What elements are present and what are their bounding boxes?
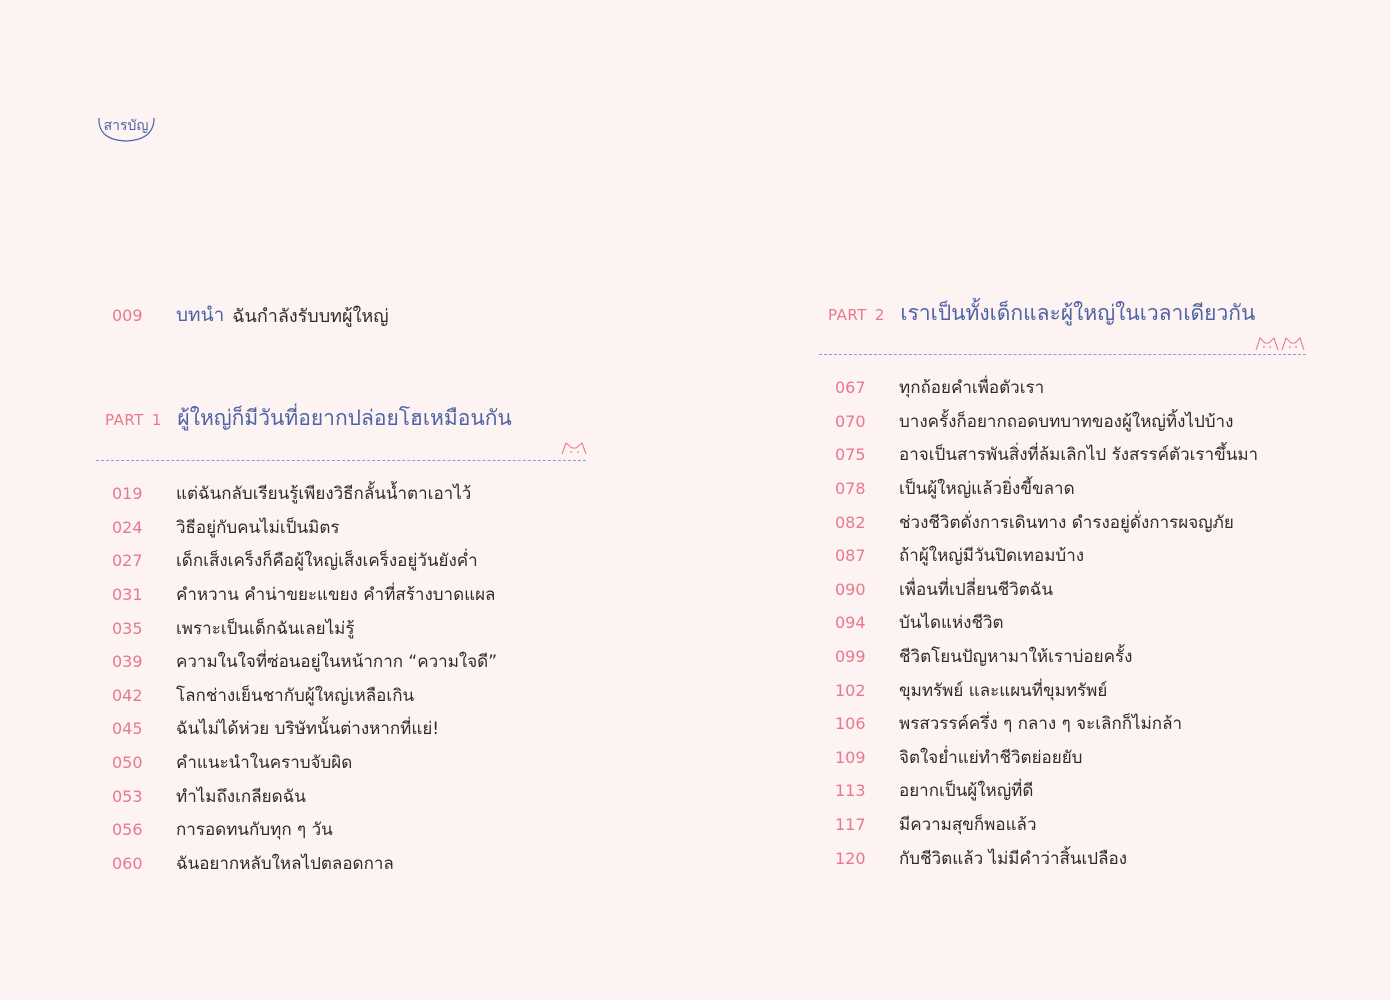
page-number: 102 — [835, 680, 866, 700]
part-1-divider — [96, 460, 586, 461]
toc-entry[interactable] — [835, 640, 1258, 674]
toc-entry[interactable] — [835, 808, 1258, 842]
cat-ears-icon — [560, 440, 588, 456]
page-number: 117 — [835, 815, 866, 835]
toc-entry[interactable] — [835, 371, 1258, 405]
chapter-title: เด็กเส็งเคร็งก็คือผู้ใหญ่เส็งเคร็งอยู่วันยังค่ำ — [176, 551, 478, 572]
page-number: 056 — [112, 820, 143, 840]
intro-title: ฉันกำลังรับบทผู้ใหญ่ — [232, 305, 389, 327]
toc-badge — [96, 112, 156, 144]
chapter-title: เพื่อนที่เปลี่ยนชีวิตฉัน — [899, 579, 1053, 600]
toc-entry[interactable] — [112, 813, 497, 847]
chapter-title: มีความสุขก็พอแล้ว — [899, 815, 1037, 836]
chapter-title: ฉันไม่ได้ห่วย บริษัทนั้นต่างหากที่แย่! — [176, 719, 440, 740]
intro-page-number: 009 — [112, 305, 143, 325]
toc-entry[interactable] — [835, 472, 1258, 506]
page-number: 027 — [112, 551, 143, 571]
page-number: 039 — [112, 652, 143, 672]
toc-entry[interactable] — [112, 544, 497, 578]
chapter-title: ทุกถ้อยคำเพื่อตัวเรา — [899, 378, 1045, 399]
toc-entry[interactable] — [112, 679, 497, 713]
toc-entry[interactable] — [112, 477, 497, 511]
toc-entry[interactable] — [835, 841, 1258, 875]
chapter-title: บางครั้งก็อยากถอดบทบาทของผู้ใหญ่ทิ้งไปบ้าง — [899, 411, 1234, 432]
part-2-divider — [819, 354, 1306, 355]
double-cat-ears-icon — [1254, 334, 1308, 352]
intro-label: บทนำ — [176, 304, 225, 326]
chapter-title: ขุมทรัพย์ และแผนที่ขุมทรัพย์ — [899, 680, 1108, 701]
page-number: 090 — [835, 579, 866, 599]
page-number: 094 — [835, 613, 866, 633]
part-1-toc-list — [112, 477, 497, 880]
page-number: 109 — [835, 747, 866, 767]
part-label: PART — [828, 306, 867, 324]
chapter-title: คำหวาน คำน่าขยะแขยง คำที่สร้างบาดแผล — [176, 585, 496, 606]
toc-entry[interactable] — [835, 774, 1258, 808]
toc-entry[interactable] — [112, 746, 497, 780]
chapter-title: จิตใจย่ำแย่ทำชีวิตย่อยยับ — [899, 747, 1083, 768]
page-number: 035 — [112, 618, 143, 638]
toc-entry[interactable] — [112, 578, 497, 612]
chapter-title: เป็นผู้ใหญ่แล้วยิ่งขี้ขลาด — [899, 479, 1075, 500]
page-number: 078 — [835, 479, 866, 499]
chapter-title: วิธีอยู่กับคนไม่เป็นมิตร — [176, 517, 340, 538]
toc-entry[interactable] — [112, 611, 497, 645]
toc-entry[interactable] — [835, 539, 1258, 573]
part-title: เราเป็นทั้งเด็กและผู้ใหญ่ในเวลาเดียวกัน — [900, 301, 1256, 325]
chapter-title: แต่ฉันกลับเรียนรู้เพียงวิธีกลั้นน้ำตาเอาไว้ — [176, 484, 472, 505]
toc-entry[interactable] — [112, 712, 497, 746]
page-number: 067 — [835, 378, 866, 398]
chapter-title: อยากเป็นผู้ใหญ่ที่ดี — [899, 781, 1034, 802]
chapter-title: ชีวิตโยนปัญหามาให้เราบ่อยครั้ง — [899, 647, 1133, 668]
chapter-title: คำแนะนำในคราบจับผิด — [176, 753, 353, 774]
chapter-title: ความในใจที่ซ่อนอยู่ในหน้ากาก “ความใจดี” — [176, 652, 498, 673]
page-number: 082 — [835, 512, 866, 532]
page-number: 087 — [835, 546, 866, 566]
page-number: 113 — [835, 781, 866, 801]
toc-entry[interactable] — [835, 405, 1258, 439]
page-number: 099 — [835, 647, 866, 667]
page-number: 070 — [835, 411, 866, 431]
chapter-title: ช่วงชีวิตดั่งการเดินทาง ดำรงอยู่ดั่งการผจญภัย — [899, 512, 1234, 533]
chapter-title: ทำไมถึงเกลียดฉัน — [176, 786, 306, 807]
page-number: 120 — [835, 848, 866, 868]
chapter-title: อาจเป็นสารพันสิ่งที่ล้มเลิกไป รังสรรค์ตัวเราขึ้นมา — [899, 445, 1259, 466]
page-number: 019 — [112, 484, 143, 504]
chapter-title: กับชีวิตแล้ว ไม่มีคำว่าสิ้นเปลือง — [899, 848, 1128, 869]
page-number: 050 — [112, 753, 143, 773]
toc-badge-label: สารบัญ — [103, 118, 149, 134]
toc-entry[interactable] — [835, 573, 1258, 607]
toc-entry[interactable] — [112, 511, 497, 545]
intro-entry[interactable] — [112, 300, 389, 330]
toc-entry[interactable] — [835, 741, 1258, 775]
part-2-toc-list — [835, 371, 1258, 875]
chapter-title: โลกช่างเย็นชากับผู้ใหญ่เหลือเกิน — [176, 685, 415, 706]
page-number: 106 — [835, 714, 866, 734]
part-number: 1 — [151, 411, 162, 429]
chapter-title: การอดทนกับทุก ๆ วัน — [176, 820, 333, 841]
page-number: 075 — [835, 445, 866, 465]
part-2-heading — [828, 297, 1255, 330]
part-number: 2 — [874, 306, 885, 324]
toc-entry[interactable] — [835, 505, 1258, 539]
chapter-title: พรสวรรค์ครึ่ง ๆ กลาง ๆ จะเลิกก็ไม่กล้า — [899, 714, 1183, 735]
part-label: PART — [105, 411, 144, 429]
chapter-title: บันไดแห่งชีวิต — [899, 613, 1004, 634]
toc-entry[interactable] — [835, 673, 1258, 707]
page-number: 024 — [112, 517, 143, 537]
toc-entry[interactable] — [112, 779, 497, 813]
toc-entry[interactable] — [835, 707, 1258, 741]
chapter-title: ฉันอยากหลับใหลไปตลอดกาล — [176, 853, 394, 874]
page-number: 042 — [112, 685, 143, 705]
toc-entry[interactable] — [112, 645, 497, 679]
toc-entry[interactable] — [835, 438, 1258, 472]
page-number: 045 — [112, 719, 143, 739]
toc-entry[interactable] — [112, 847, 497, 881]
part-title: ผู้ใหญ่ก็มีวันที่อยากปล่อยโฮเหมือนกัน — [177, 406, 512, 430]
page-number: 060 — [112, 853, 143, 873]
page-number: 053 — [112, 786, 143, 806]
chapter-title: ถ้าผู้ใหญ่มีวันปิดเทอมบ้าง — [899, 546, 1085, 567]
chapter-title: เพราะเป็นเด็กฉันเลยไม่รู้ — [176, 618, 355, 639]
page-number: 031 — [112, 585, 143, 605]
toc-entry[interactable] — [835, 606, 1258, 640]
part-1-heading — [105, 402, 512, 435]
